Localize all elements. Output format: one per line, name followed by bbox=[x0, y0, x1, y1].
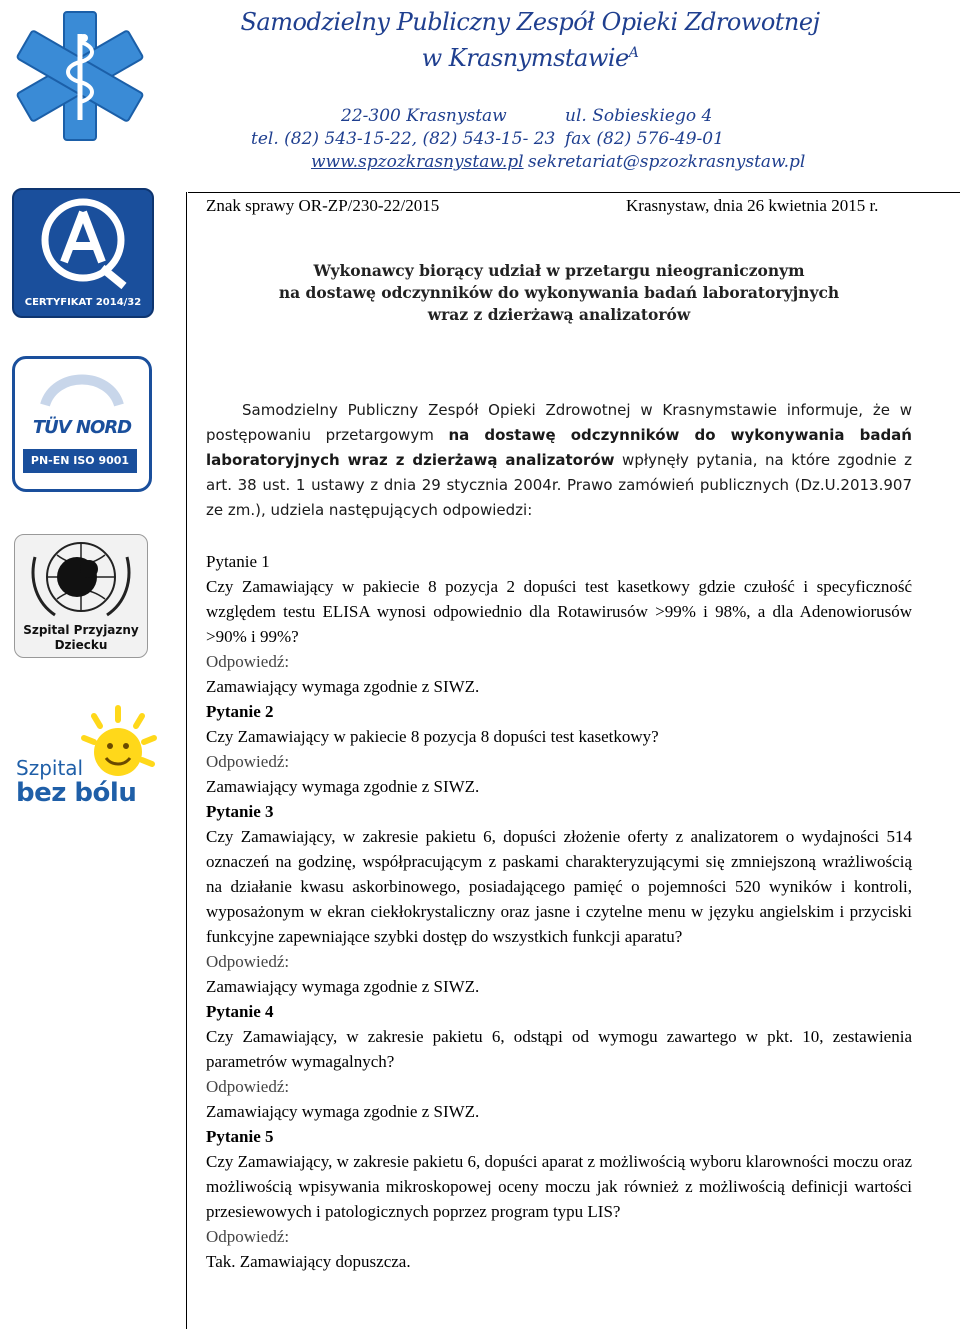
question-3-title: Pytanie 3 bbox=[206, 802, 274, 821]
answer-2-text: Zamawiający wymaga zgodnie z SIWZ. bbox=[206, 777, 480, 796]
answer-1-text: Zamawiający wymaga zgodnie z SIWZ. bbox=[206, 677, 480, 696]
address: 22-300 Krasnystaw bbox=[341, 106, 507, 126]
question-2-text: Czy Zamawiający w pakiecie 8 pozycja 8 dopuści test kasetkowy? bbox=[206, 727, 659, 746]
lead-part2: wpłynęły pytania, na które zgodnie z art. 38 ust. 1 ustawy z dnia 29 stycznia 2004r. Prawo zamówień publicznych (Dz.U.2013.907 ze zm.), udziela następujących odpowiedzi: bbox=[206, 451, 912, 519]
question-1-text: Czy Zamawiający w pakiecie 8 pozycja 2 dopuści test kasetkowy gdzie czułość i specyficzność względem testu ELISA wynosi odpowiednio dla Rotawirusów >99% i 98%, a dla Adenowiorusów >90% i 99%? bbox=[206, 577, 912, 646]
header-divider bbox=[188, 192, 960, 193]
painless-line2: bez bólu bbox=[16, 778, 137, 808]
tuv-nord-icon bbox=[12, 356, 152, 492]
street: ul. Sobieskiego 4 bbox=[565, 106, 713, 126]
answer-3-label: Odpowiedź: bbox=[206, 952, 290, 971]
email: sekretariat@spzozkrasnystaw.pl bbox=[528, 152, 806, 172]
question-1-title: Pytanie 1 bbox=[206, 552, 270, 571]
fax: fax (82) 576-49-01 bbox=[565, 129, 724, 149]
org-city-line bbox=[180, 44, 880, 72]
heading-line1: Wykonawcy biorący udział w przetargu nieograniczonym bbox=[313, 261, 805, 280]
answer-2-label: Odpowiedź: bbox=[206, 752, 290, 771]
lead-paragraph bbox=[206, 398, 912, 523]
answer-4-text: Zamawiający wymaga zgodnie z SIWZ. bbox=[206, 1102, 480, 1121]
answer-3-text: Zamawiający wymaga zgodnie z SIWZ. bbox=[206, 977, 480, 996]
tuv-label: TÜV NORD bbox=[32, 417, 132, 438]
answer-5-text: Tak. Zamawiający dopuszcza. bbox=[206, 1252, 411, 1271]
aq-certificate-icon bbox=[12, 188, 154, 318]
heading-line2: na dostawę odczynników do wykonywania badań laboratoryjnych bbox=[278, 283, 840, 302]
question-4-title: Pytanie 4 bbox=[206, 1002, 274, 1021]
child-friendly-line1: Szpital Przyjazny bbox=[23, 623, 139, 637]
question-2-title: Pytanie 2 bbox=[206, 702, 274, 721]
question-3-text: Czy Zamawiający, w zakresie pakietu 6, dopuści złożenie oferty z analizatorem o wydajności 514 oznaczeń na godzinę, współpracującym z paskami charakteryzującymi się zmniejszoną wrażliwością na działanie kwasu askorbinowego, posiadającego pamięć o pojemności 520 wyników i kontroli, wyposażonym w ekran ciekłokrystaliczny oraz jasne i czytelne menu w języku angielskim i przyciski funkcyjne zapewniające szybki dostęp do wszystkich funkcji aparatu? bbox=[206, 827, 912, 946]
question-4-text: Czy Zamawiający, w zakresie pakietu 6, odstąpi od wymogu zawartego w pkt. 10, zestawienia parametrów wymagalnych? bbox=[206, 1027, 912, 1071]
org-city: w Krasnymstawie bbox=[421, 44, 629, 72]
cert-label: CERTYFIKAT 2014/32 bbox=[24, 297, 142, 308]
child-friendly-hospital-icon bbox=[14, 534, 148, 658]
org-name: Samodzielny Publiczny Zespół Opieki Zdrowotnej bbox=[240, 8, 820, 36]
place-date: Krasnystaw, dnia 26 kwietnia 2015 r. bbox=[626, 196, 879, 215]
painless-line1: Szpital bbox=[16, 756, 84, 780]
answer-4-label: Odpowiedź: bbox=[206, 1077, 290, 1096]
answer-5-label: Odpowiedź: bbox=[206, 1227, 290, 1246]
margin-line bbox=[186, 192, 187, 1329]
website-link[interactable]: www.spzozkrasnystaw.pl bbox=[311, 152, 524, 172]
document-heading bbox=[206, 260, 912, 326]
qa-section bbox=[206, 549, 912, 1274]
answer-1-label: Odpowiedź: bbox=[206, 652, 290, 671]
question-5-title: Pytanie 5 bbox=[206, 1127, 274, 1146]
case-number: Znak sprawy OR-ZP/230-22/2015 bbox=[206, 196, 440, 215]
org-city-sup: A bbox=[628, 45, 639, 61]
star-of-life-icon bbox=[12, 8, 148, 144]
heading-line3: wraz z dzierżawą analizatorów bbox=[427, 305, 691, 324]
child-friendly-line2: Dziecku bbox=[54, 638, 108, 652]
question-5-text: Czy Zamawiający, w zakresie pakietu 6, dopuści aparat z możliwością wyboru klarowności moczu oraz możliwością wpisywania mikroskopowej oceny moczu jak również z możliwością definicji wartości przesiewowych i patologicznych poprzez program typu LIS? bbox=[206, 1152, 912, 1221]
iso-label: PN-EN ISO 9001 bbox=[23, 449, 137, 473]
tel: tel. (82) 543-15-22, (82) 543-15- 23 bbox=[251, 129, 556, 149]
lead-part1: Samodzielny Publiczny Zespół Opieki Zdrowotnej w Krasnymstawie informuje, że w postępowaniu przetargowym bbox=[206, 401, 912, 444]
painless-hospital-logo bbox=[12, 704, 162, 814]
lead-bold: na dostawę odczynników do wykonywania badań laboratoryjnych wraz z dzierżawą analizatorów bbox=[206, 426, 912, 469]
